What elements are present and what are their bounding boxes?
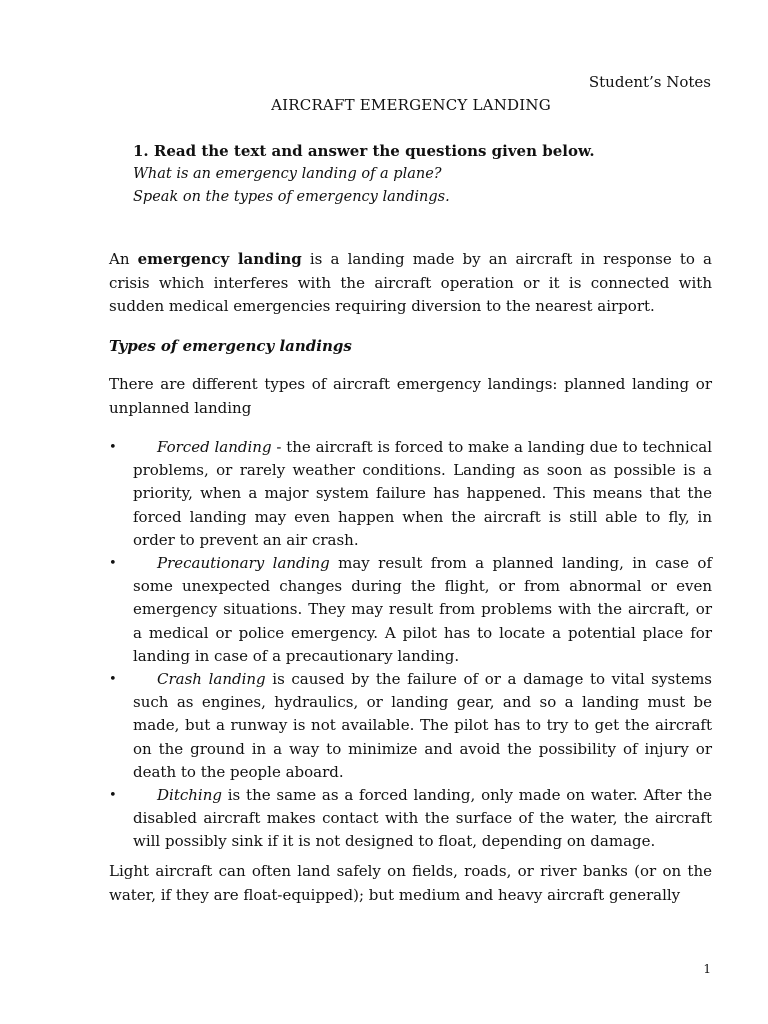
bullet-marker: • (109, 672, 117, 688)
term-ditching: Ditching (157, 786, 222, 805)
list-item-crash-landing (109, 668, 712, 784)
closing-paragraph: Light aircraft can often land safely on fields, roads, or river banks (or on the water, if they are float-equipped); but medium and heavy aircraft generally (109, 862, 712, 904)
task-instruction: 1. Read the text and answer the questions given below. (133, 142, 595, 160)
list-item-precautionary-landing (109, 552, 712, 668)
bullet-marker: • (109, 440, 117, 455)
intro-text: is a landing made by an aircraft in response to a crisis which interferes with the aircraft operation or it is connected with sudden medical emergencies requiring diversion to the nearest airport. (109, 250, 713, 315)
intro-prefix: An (109, 250, 138, 268)
bullet-marker: • (109, 556, 117, 572)
term-crash-landing: Crash landing (157, 670, 266, 689)
term-precautionary-landing: Precautionary landing (157, 554, 330, 573)
description-ditching: is the same as a forced landing, only made on water. After the disabled aircraft makes contact with the surface of the water, the aircraft will possibly sink if it is not designed to float, depending on damage. (133, 786, 712, 851)
description-crash-landing: is caused by the failure of or a damage to vital systems such as engines, hydraulics, or landing gear, and so a landing must be made, but a runway is not available. The pilot has to try to get the aircraft on the ground in a way to minimize and avoid the possibility of injury or death to the people aboard. (133, 670, 712, 781)
question-1: What is an emergency landing of a plane? (133, 166, 442, 182)
list-item-ditching (109, 784, 712, 854)
description-forced-landing: - the aircraft is forced to make a landing due to technical problems, or rarely weather conditions. Landing as soon as possible is a priority, when a major system failure has happened. This means that the forced landing may even happen when the aircraft is still able to fly, in order to prevent an air crash. (133, 438, 712, 549)
landing-types-list (109, 436, 712, 854)
header-notes-label: Student’s Notes (588, 73, 711, 91)
section-heading: Types of emergency landings (109, 337, 352, 355)
question-2: Speak on the types of emergency landings. (133, 189, 450, 205)
page-number: 1 (703, 962, 711, 976)
list-item-forced-landing (109, 436, 712, 552)
term-forced-landing: Forced landing (157, 438, 272, 456)
intro-paragraph (109, 248, 712, 319)
section-lead-paragraph: There are different types of aircraft emergency landings: planned landing or unplanned landing (109, 375, 712, 417)
intro-term: emergency landing (137, 250, 302, 268)
bullet-marker: • (109, 788, 117, 804)
page-title: AIRCRAFT EMERGENCY LANDING (271, 96, 551, 114)
description-precautionary-landing: may result from a planned landing, in case of some unexpected changes during the flight, or from abnormal or even emergency situations. They may result from problems with the aircraft, or a medical or police emergency. A pilot has to locate a potential place for landing in case of a precautionary landing. (133, 554, 712, 665)
